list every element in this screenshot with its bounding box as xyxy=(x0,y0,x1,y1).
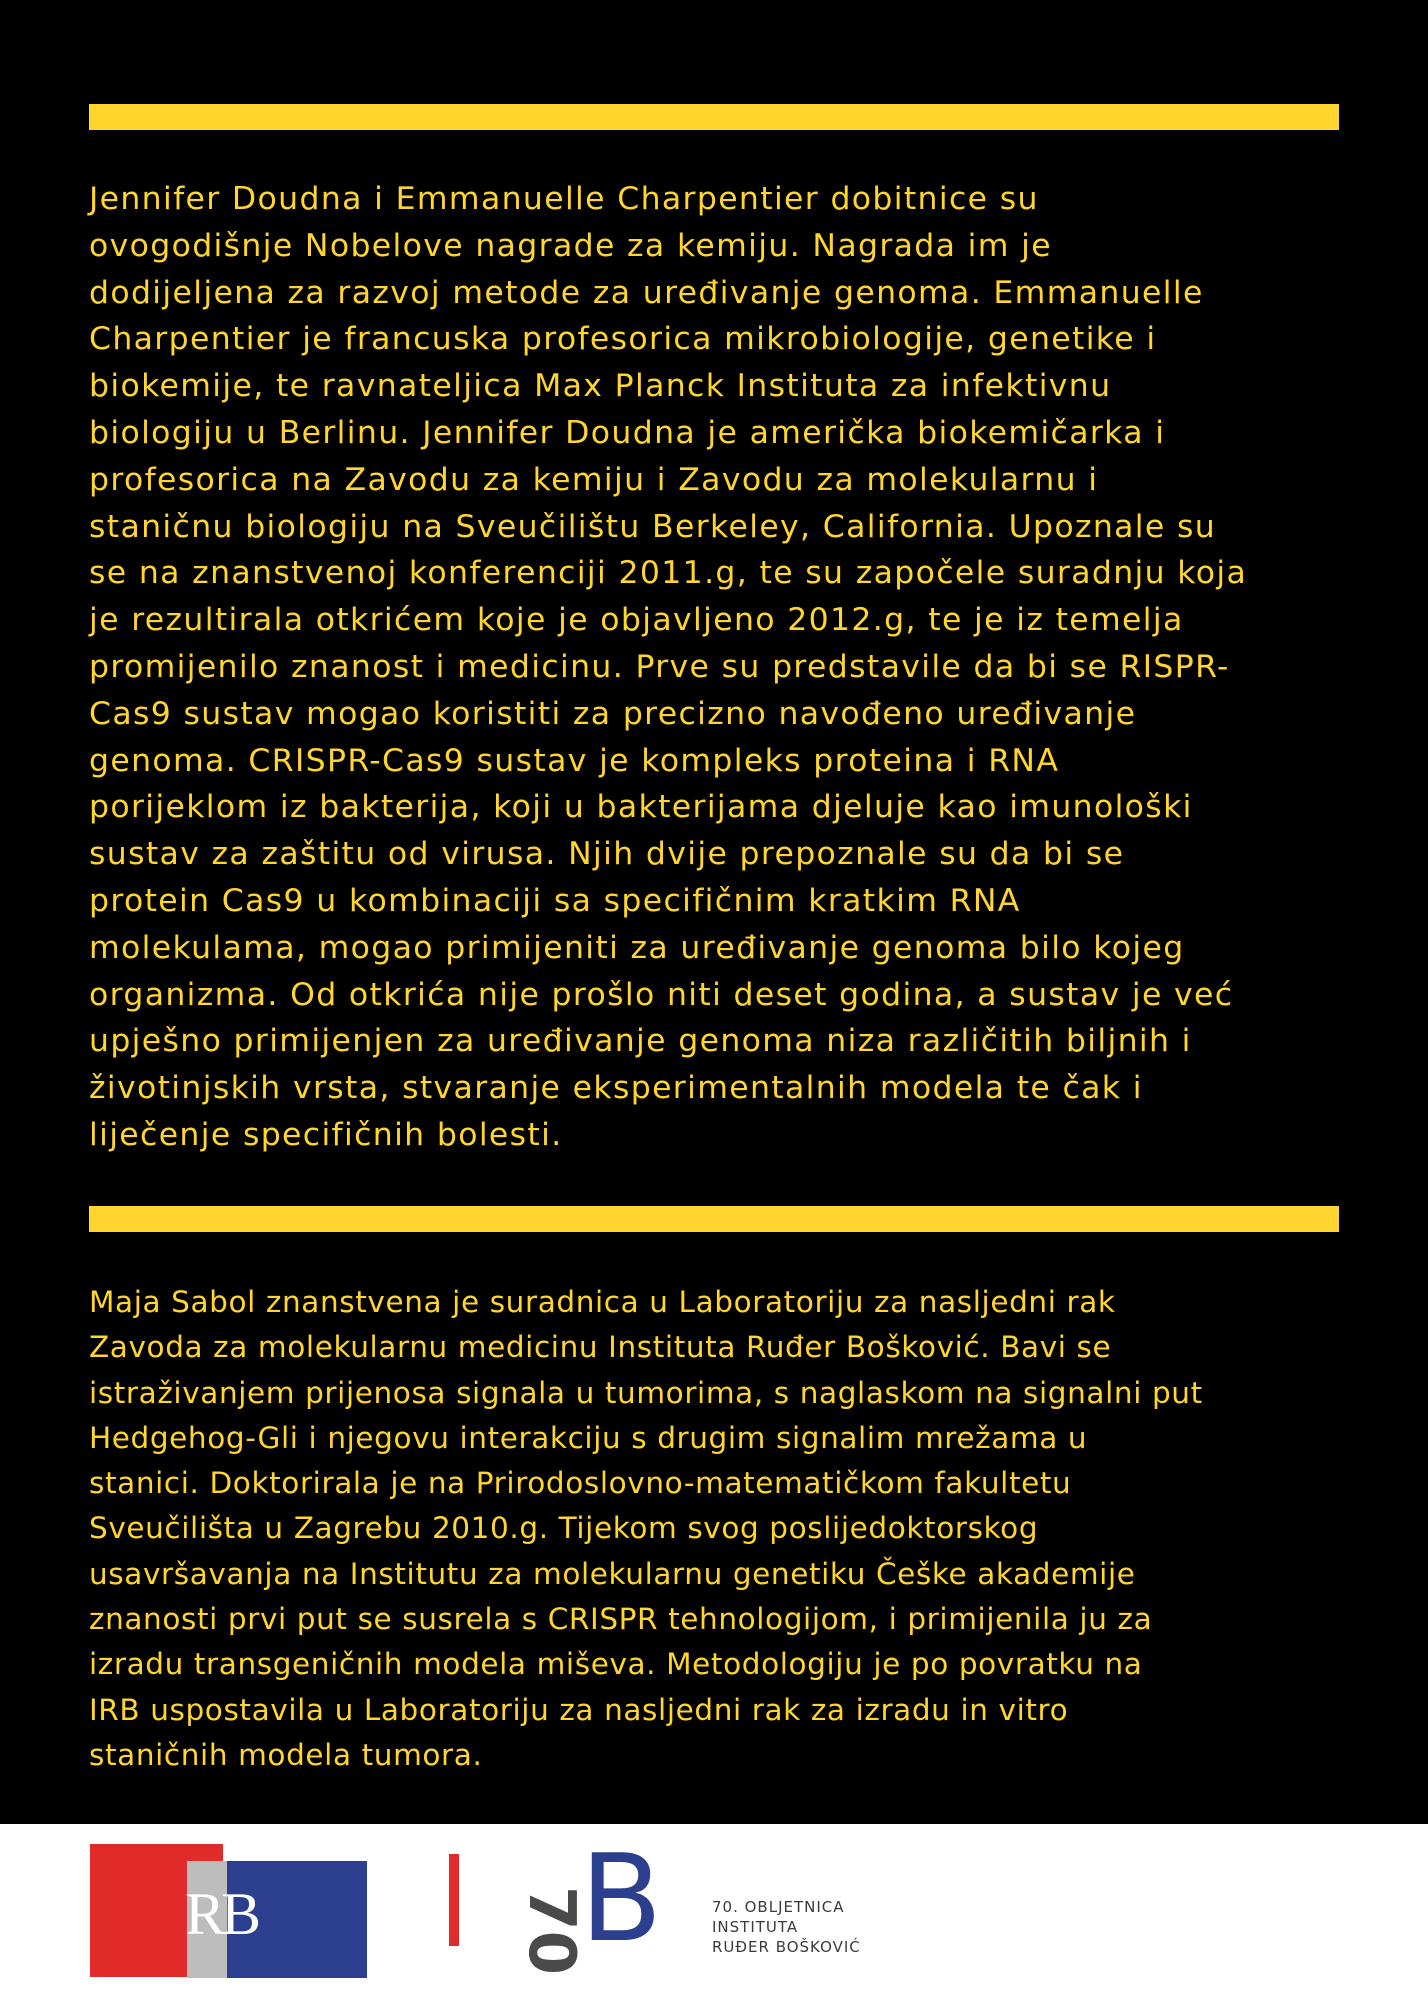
rb-logo xyxy=(90,1844,280,1979)
anniversary-line-1: 70. OBLJETNICA xyxy=(712,1898,845,1916)
anniversary-line-2: INSTITUTA xyxy=(712,1918,799,1936)
nobel-prize-paragraph: Jennifer Doudna i Emmanuelle Charpentier dobitnice su ovogodišnje Nobelove nagrade za kemiju. Nagrada im je dodijeljena za razvoj metode za uređivanje genoma. Emmanuelle Charpentier je francuska profesorica mikrobiologije, genetike i biokemije, te ravnateljica Max Planck Instituta za infektivnu biologiju u Berlinu. Jennifer Doudna je američka biokemičarka i profesorica na Zavodu za kemiju i Zavodu za molekularnu i staničnu biologiju na Sveučilištu Berkeley, California. Upoznale su se na znanstvenoj konferenciji 2011.g, te su započele suradnju koja je rezultirala otkrićem koje je objavljeno 2012.g, te je iz temelja promijenilo znanost i medicinu. Prve su predstavile da bi se RISPR- Cas9 sustav mogao koristiti za precizno navođeno uređivanje genoma. CRISPR-Cas9 sustav je kompleks proteina i RNA porijeklom iz bakterija, koji u bakterijama djeluje kao imunološki sustav za zaštitu od virusa. Njih dvije prepoznale su da bi se protein Cas9 u kombinaciji sa specifičnim kratkim RNA molekulama, mogao primijeniti za uređivanje genoma bilo kojeg organizma. Od otkrića nije prošlo niti deset godina, a sustav je već upješno primijenjen za uređivanje genoma niza različitih biljnih i životinjskih vrsta, stvaranje eksperimentalnih modela te čak i liječenje specifičnih bolesti. xyxy=(89,181,1248,1153)
speaker-bio-paragraph: Maja Sabol znanstvena je suradnica u Laboratoriju za nasljedni rak Zavoda za molekularnu medicinu Instituta Ruđer Bošković. Bavi se istraživanjem prijenosa signala u tumorima, s naglaskom na signalni put Hedgehog-Gli i njegovu interakciju s drugim signalim mrežama u stanici. Doktorirala je na Prirodoslovno-matematičkom fakultetu Sveučilišta u Zagrebu 2010.g. Tijekom svog poslijedoktorskog usavršavanja na Institutu za molekularnu genetiku Češke akademije znanosti prvi put se susrela s CRISPR tehnologijom, i primijenila ju za izradu transgeničnih modela miševa. Metodologiju je po povratku na IRB uspostavila u Laboratoriju za nasljedni rak za izradu in vitro staničnih modela tumora. xyxy=(89,1285,1203,1772)
irb-70-logo xyxy=(445,1830,675,1984)
anniversary-line-3: RUĐER BOŠKOVIĆ xyxy=(712,1938,861,1956)
footer xyxy=(0,1824,1428,2000)
top-divider-bar xyxy=(89,104,1339,130)
irb-logo-letter: B xyxy=(580,1830,663,1969)
anniversary-caption xyxy=(712,1897,861,1957)
irb-logo-number: 70 xyxy=(514,1886,588,1976)
middle-divider-bar xyxy=(89,1206,1339,1232)
rb-logo-text: RB xyxy=(185,1881,258,1947)
irb-logo-red-line xyxy=(449,1854,459,1946)
